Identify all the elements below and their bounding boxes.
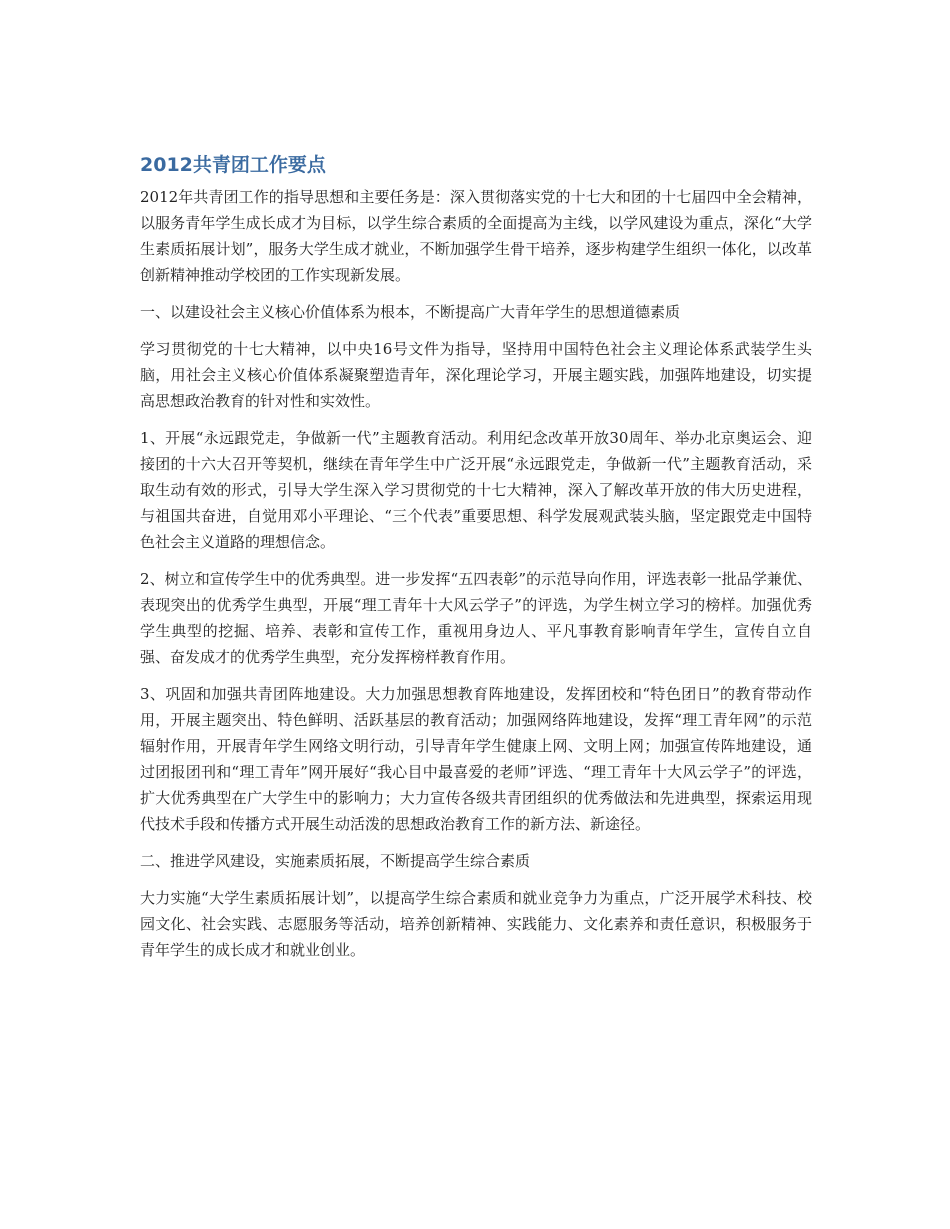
document-title: 2012共青团工作要点 <box>140 154 326 176</box>
section-2-intro-paragraph: 大力实施“大学生素质拓展计划”，以提高学生综合素质和就业竞争力为重点，广泛开展学术科技、校园文化、社会实践、志愿服务等活动，培养创新精神、实践能力、文化素养和责任意识，积极服务于青年学生的成长成才和就业创业。 <box>140 889 812 959</box>
section-heading-1: 一、以建设社会主义核心价值体系为根本，不断提高广大青年学生的思想道德素质 <box>140 303 681 321</box>
intro-paragraph: 2012年共青团工作的指导思想和主要任务是：深入贯彻落实党的十七大和团的十七届四中全会精神，以服务青年学生成长成才为目标，以学生综合素质的全面提高为主线，以学风建设为重点，深化“大学生素质拓展计划”，服务大学生成才就业，不断加强学生骨干培养，逐步构建学生组织一体化，以改革创新精神推动学校团的工作实现新发展。 <box>140 188 812 284</box>
document-body <box>140 150 812 974</box>
section-1-intro-paragraph: 学习贯彻党的十七大精神，以中央16号文件为指导，坚持用中国特色社会主义理论体系武装学生头脑，用社会主义核心价值体系凝聚塑造青年，深化理论学习，开展主题实践，加强阵地建设，切实提高思想政治教育的针对性和实效性。 <box>140 340 812 410</box>
item-1-paragraph: 1、开展“永远跟党走，争做新一代”主题教育活动。利用纪念改革开放30周年、举办北京奥运会、迎接团的十六大召开等契机，继续在青年学生中广泛开展“永远跟党走，争做新一代”主题教育活动，采取生动有效的形式，引导大学生深入学习贯彻党的十七大精神，深入了解改革开放的伟大历史进程，与祖国共奋进，自觉用邓小平理论、“三个代表”重要思想、科学发展观武装头脑，坚定跟党走中国特色社会主义道路的理想信念。 <box>140 429 812 551</box>
item-3-paragraph: 3、巩固和加强共青团阵地建设。大力加强思想教育阵地建设，发挥团校和“特色团日”的教育带动作用，开展主题突出、特色鲜明、活跃基层的教育活动；加强网络阵地建设，发挥“理工青年网”的示范辐射作用，开展青年学生网络文明行动，引导青年学生健康上网、文明上网；加强宣传阵地建设，通过团报团刊和“理工青年”网开展好“我心目中最喜爱的老师”评选、“理工青年十大风云学子”的评选，扩大优秀典型在广大学生中的影响力；大力宣传各级共青团组织的优秀做法和先进典型，探索运用现代技术手段和传播方式开展生动活泼的思想政治教育工作的新方法、新途径。 <box>140 685 812 833</box>
item-2-paragraph: 2、树立和宣传学生中的优秀典型。进一步发挥“五四表彰”的示范导向作用，评选表彰一批品学兼优、表现突出的优秀学生典型，开展“理工青年十大风云学子”的评选，为学生树立学习的榜样。加强优秀学生典型的挖掘、培养、表彰和宣传工作，重视用身边人、平凡事教育影响青年学生，宣传自立自强、奋发成才的优秀学生典型，充分发挥榜样教育作用。 <box>140 570 812 666</box>
section-heading-2: 二、推进学风建设，实施素质拓展，不断提高学生综合素质 <box>140 852 531 870</box>
